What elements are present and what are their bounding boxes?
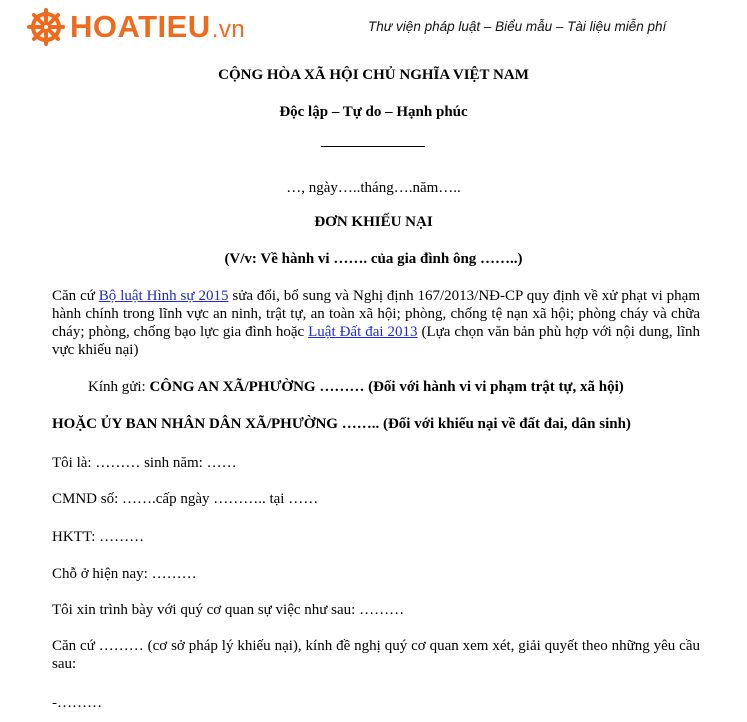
document-subject: (V/v: Về hành vi ……. của gia đình ông ……..) [224, 251, 523, 267]
field-statement: Tôi xin trình bày với quý cơ quan sự việc như sau: ……… [52, 602, 405, 618]
site-tagline: Thư viện pháp luật – Biểu mẫu – Tài liệu miễn phí [368, 19, 667, 34]
field-id-card: CMND số: …….cấp ngày ……….. tại …… [52, 491, 319, 507]
date-line: …, ngày…..tháng….năm….. [286, 180, 461, 196]
link-land-law-2013[interactable]: Luật Đất đai 2013 [308, 324, 418, 340]
country-heading: CỘNG HÒA XÃ HỘI CHỦ NGHĨA VIỆT NAM [218, 67, 529, 83]
brand-name: HOATIEU.vn [70, 9, 246, 44]
recipient-line-2: HOẶC ỦY BAN NHÂN DÂN XÃ/PHƯỜNG …….. (Đối với khiếu nại về đất đai, dân sinh) [52, 416, 631, 432]
field-name: Tôi là: ……… sinh năm: …… [52, 455, 237, 471]
link-criminal-code-2015[interactable]: Bộ luật Hình sự 2015 [98, 288, 229, 304]
site-header [0, 0, 747, 56]
legal-basis-paragraph: Căn cứ Bộ luật Hình sự 2015 sửa đổi, bổ sung và Nghị định 167/2013/NĐ-CP quy định về xử phạt vi phạm hành chính trong lĩnh vực an ninh, trật tự, an toàn xã hội; phòng, chống tệ nạn xã hội; phòng cháy và chữa cháy; phòng, chống bạo lực gia đình hoặc Luật Đất đai 2013 (Lựa chọn văn bản phù hợp với nội dung, lĩnh vực khiếu nại) [52, 288, 701, 358]
field-current-address: Chỗ ở hiện nay: ……… [52, 566, 197, 582]
brand-logo[interactable] [26, 4, 245, 50]
document-title: ĐƠN KHIẾU NẠI [314, 214, 433, 230]
ship-wheel-icon [26, 7, 66, 47]
request-list-item: -……… [52, 695, 102, 711]
recipient-line-1: Kính gửi: CÔNG AN XÃ/PHƯỜNG ……… (Đối với hành vi vi phạm trật tự, xã hội) [88, 379, 624, 395]
motto: Độc lập – Tự do – Hạnh phúc [279, 104, 468, 120]
motto-underline [321, 146, 425, 147]
field-permanent-residence: HKTT: ……… [52, 529, 145, 545]
request-paragraph: Căn cứ ……… (cơ sở pháp lý khiếu nại), kính đề nghị quý cơ quan xem xét, giải quyết theo những yêu cầu sau: [52, 638, 700, 672]
